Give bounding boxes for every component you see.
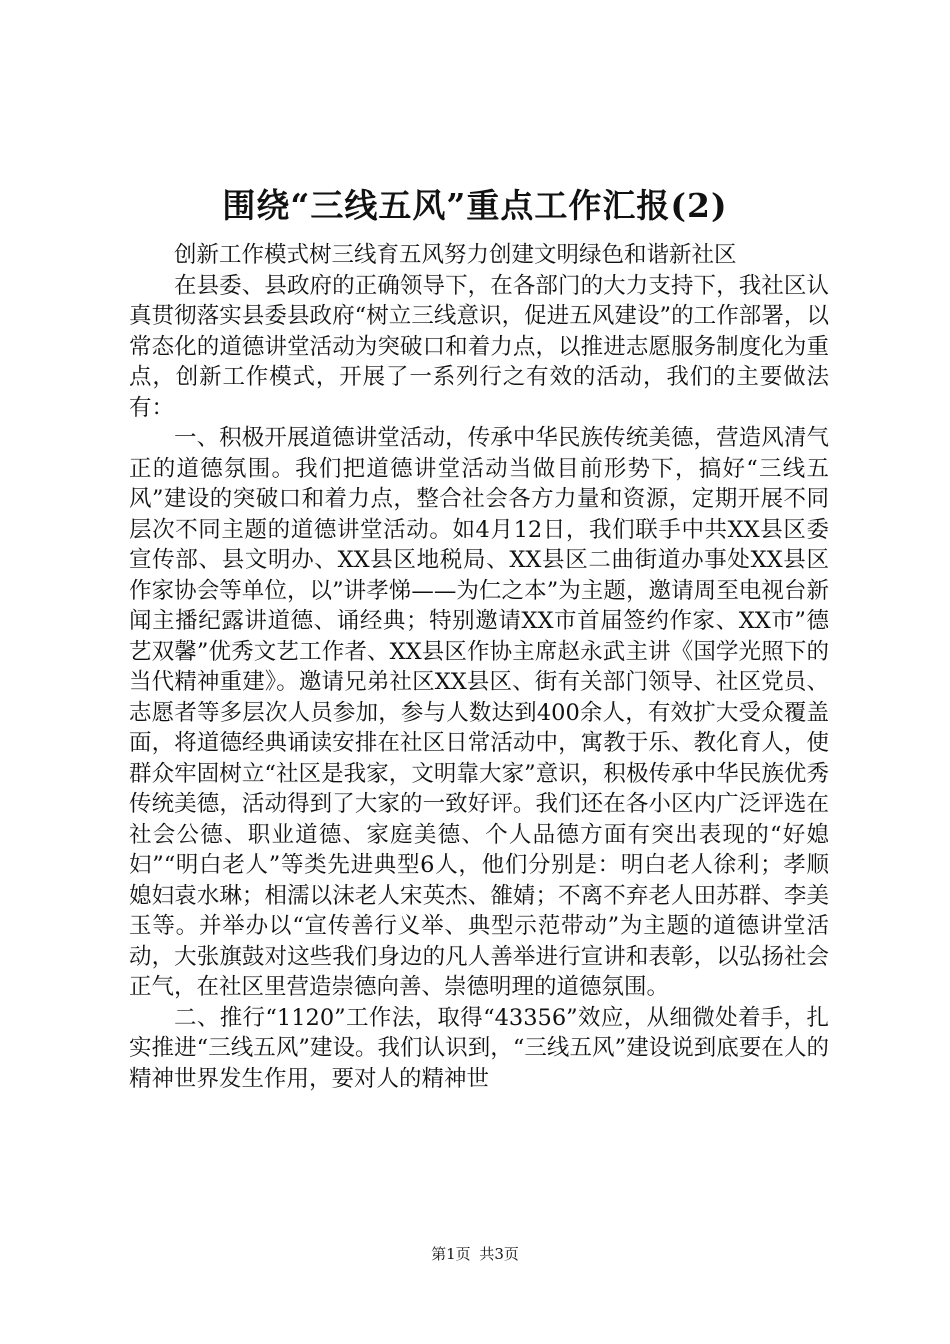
page-total: 共3页 bbox=[479, 1245, 519, 1263]
page-footer bbox=[0, 1244, 950, 1264]
paragraph-intro: 在县委、县政府的正确领导下，在各部门的大力支持下，我社区认真贯彻落实县委县政府“树立三线意识，促进五风建设”的工作部署，以常态化的道德讲堂活动为突破口和着力点，以推进志愿服务制度化为重点，创新工作模式，开展了一系列行之有效的活动，我们的主要做法有： bbox=[129, 272, 829, 421]
page-number: 第1页 bbox=[431, 1245, 471, 1263]
paragraph-section-1: 一、积极开展道德讲堂活动，传承中华民族传统美德，营造风清气正的道德氛围。我们把道德讲堂活动当做目前形势下，搞好“三线五风”建设的突破口和着力点，整合社会各方力量和资源，定期开展不同层次不同主题的道德讲堂活动。如4月12日，我们联手中共XX县区委宣传部、县文明办、XX县区地税局、XX县区二曲街道办事处XX县区作家协会等单位，以”讲孝悌——为仁之本”为主题，邀请周至电视台新闻主播纪露讲道德、诵经典；特别邀请XX市首届签约作家、XX市”德艺双馨”优秀文艺工作者、XX县区作协主席赵永武主讲《国学光照下的当代精神重建》。邀请兄弟社区XX县区、街有关部门领导、社区党员、志愿者等多层次人员参加，参与人数达到400余人，有效扩大受众覆盖面，将道德经典诵读安排在社区日常活动中，寓教于乐、教化育人，使群众牢固树立“社区是我家，文明靠大家”意识，积极传承中华民族优秀传统美德，活动得到了大家的一致好评。我们还在各小区内广泛评选在社会公德、职业道德、家庭美德、个人品德方面有突出表现的“好媳妇”“明白老人”等类先进典型6人，他们分别是：明白老人徐利；孝顺媳妇袁水琳；相濡以沫老人宋英杰、雒婧；不离不弃老人田苏群、李美玉等。并举办以“宣传善行义举、典型示范带动”为主题的道德讲堂活动，大张旗鼓对这些我们身边的凡人善举进行宣讲和表彰，以弘扬社会正气，在社区里营造崇德向善、崇德明理的道德氛围。 bbox=[129, 425, 829, 1000]
paragraph-section-2: 二、推行“1120”工作法，取得“43356”效应，从细微处着手，扎实推进“三线五风”建设。我们认识到，“三线五风”建设说到底要在人的精神世界发生作用，要对人的精神世 bbox=[129, 1004, 829, 1092]
document-subtitle: 创新工作模式树三线育五风努力创建文明绿色和谐新社区 bbox=[174, 242, 737, 268]
document-body bbox=[129, 240, 829, 1094]
document-title: 围绕“三线五风”重点工作汇报(2) bbox=[222, 186, 728, 225]
